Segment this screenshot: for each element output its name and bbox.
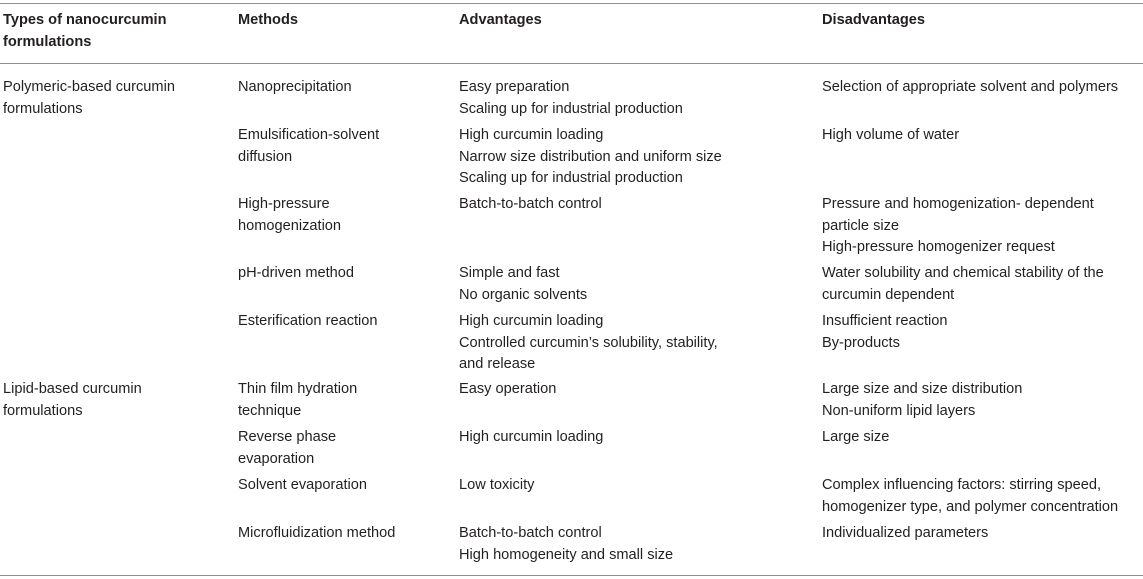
- table-row-disadvantages: [822, 523, 1142, 545]
- advantage-line: No organic solvents: [459, 286, 588, 303]
- method-line: Esterification reaction: [238, 313, 378, 329]
- table-row-advantages: [459, 125, 809, 190]
- advantage-line: Simple and fast: [459, 265, 560, 281]
- table-row-disadvantages: [822, 311, 1142, 354]
- method-line: pH-driven method: [238, 265, 354, 281]
- table-row-method: [238, 379, 448, 422]
- disadvantage-line: Insufficient reaction: [822, 313, 948, 329]
- table-row-disadvantages: [822, 475, 1142, 518]
- method-line: technique: [238, 402, 302, 419]
- advantage-line: Controlled curcumin’s solubility, stability,: [459, 334, 718, 351]
- method-line: Emulsification-solvent: [238, 127, 380, 143]
- group-label-line: Polymeric-based curcumin: [3, 79, 175, 95]
- advantage-line: Batch-to-batch control: [459, 196, 602, 212]
- advantage-line: High curcumin loading: [459, 313, 604, 329]
- advantage-line: Scaling up for industrial production: [459, 100, 683, 117]
- advantage-line: Easy preparation: [459, 79, 570, 95]
- disadvantage-line: Large size and size distribution: [822, 381, 1023, 397]
- advantage-line: Batch-to-batch control: [459, 525, 602, 541]
- header-types: [3, 10, 228, 53]
- table-row-advantages: [459, 263, 809, 306]
- table-row-disadvantages: [822, 77, 1142, 99]
- advantage-line: Easy operation: [459, 381, 557, 397]
- method-line: Nanoprecipitation: [238, 79, 352, 95]
- method-line: Solvent evaporation: [238, 477, 367, 493]
- disadvantage-line: particle size: [822, 217, 900, 234]
- table-row-method: [238, 523, 448, 545]
- advantage-line: Narrow size distribution and uniform size: [459, 148, 722, 165]
- table-row-advantages: [459, 427, 809, 449]
- method-line: diffusion: [238, 148, 293, 165]
- disadvantage-line: Complex influencing factors: stirring speed,: [822, 477, 1102, 493]
- table-row-advantages: [459, 379, 809, 401]
- disadvantage-line: By-products: [822, 334, 900, 351]
- table-row-advantages: [459, 311, 809, 376]
- table-row-advantages: [459, 194, 809, 216]
- group-label-polymeric: [3, 77, 228, 120]
- advantage-line: High curcumin loading: [459, 429, 604, 445]
- group-label-lipid: [3, 379, 228, 422]
- table-row-advantages: [459, 475, 809, 497]
- table-row-disadvantages: [822, 263, 1142, 306]
- method-line: evaporation: [238, 450, 315, 467]
- table-row-disadvantages: [822, 125, 1142, 147]
- table-header-rule: [0, 63, 1143, 64]
- method-line: Thin film hydration: [238, 381, 358, 397]
- disadvantage-line: Selection of appropriate solvent and polymers: [822, 79, 1119, 95]
- group-label-line: formulations: [3, 100, 83, 117]
- table-row-disadvantages: [822, 427, 1142, 449]
- disadvantage-line: Non-uniform lipid layers: [822, 402, 976, 419]
- disadvantage-line: Large size: [822, 429, 890, 445]
- disadvantage-line: curcumin dependent: [822, 286, 955, 303]
- header-methods: Methods: [238, 12, 298, 28]
- disadvantage-line: Individualized parameters: [822, 525, 989, 541]
- header-disadvantages: Disadvantages: [822, 12, 926, 28]
- table-row-method: [238, 311, 448, 333]
- table-row-advantages: [459, 523, 809, 566]
- disadvantage-line: Water solubility and chemical stability of the: [822, 265, 1104, 281]
- group-label-line: formulations: [3, 402, 83, 419]
- advantage-line: Scaling up for industrial production: [459, 170, 683, 186]
- table-row-method: [238, 125, 448, 168]
- method-line: Reverse phase: [238, 429, 337, 445]
- header-types-line2: formulations: [3, 33, 92, 50]
- disadvantage-line: Pressure and homogenization- dependent: [822, 196, 1094, 212]
- disadvantage-line: High-pressure homogenizer request: [822, 239, 1055, 255]
- table-row-method: [238, 427, 448, 470]
- table-bottom-rule: [0, 575, 1143, 576]
- table-top-rule: [0, 3, 1143, 4]
- table-row-method: [238, 194, 448, 237]
- header-advantages: Advantages: [459, 12, 542, 28]
- method-line: Microfluidization method: [238, 525, 396, 541]
- table-row-method: [238, 77, 448, 99]
- table-row-method: [238, 263, 448, 285]
- advantage-line: Low toxicity: [459, 477, 535, 493]
- group-label-line: Lipid-based curcumin: [3, 381, 142, 397]
- method-line: homogenization: [238, 217, 342, 234]
- table-header-row: [0, 10, 1143, 58]
- table-row-disadvantages: [822, 379, 1142, 422]
- advantage-line: High curcumin loading: [459, 127, 604, 143]
- method-line: High-pressure: [238, 196, 330, 212]
- disadvantage-line: homogenizer type, and polymer concentration: [822, 498, 1119, 515]
- disadvantage-line: High volume of water: [822, 127, 960, 143]
- advantage-line: and release: [459, 356, 536, 372]
- table-row-advantages: [459, 77, 809, 120]
- header-types-line1: Types of nanocurcumin: [3, 12, 167, 28]
- table-row-disadvantages: [822, 194, 1142, 259]
- advantage-line: High homogeneity and small size: [459, 546, 674, 563]
- table-row-method: [238, 475, 448, 497]
